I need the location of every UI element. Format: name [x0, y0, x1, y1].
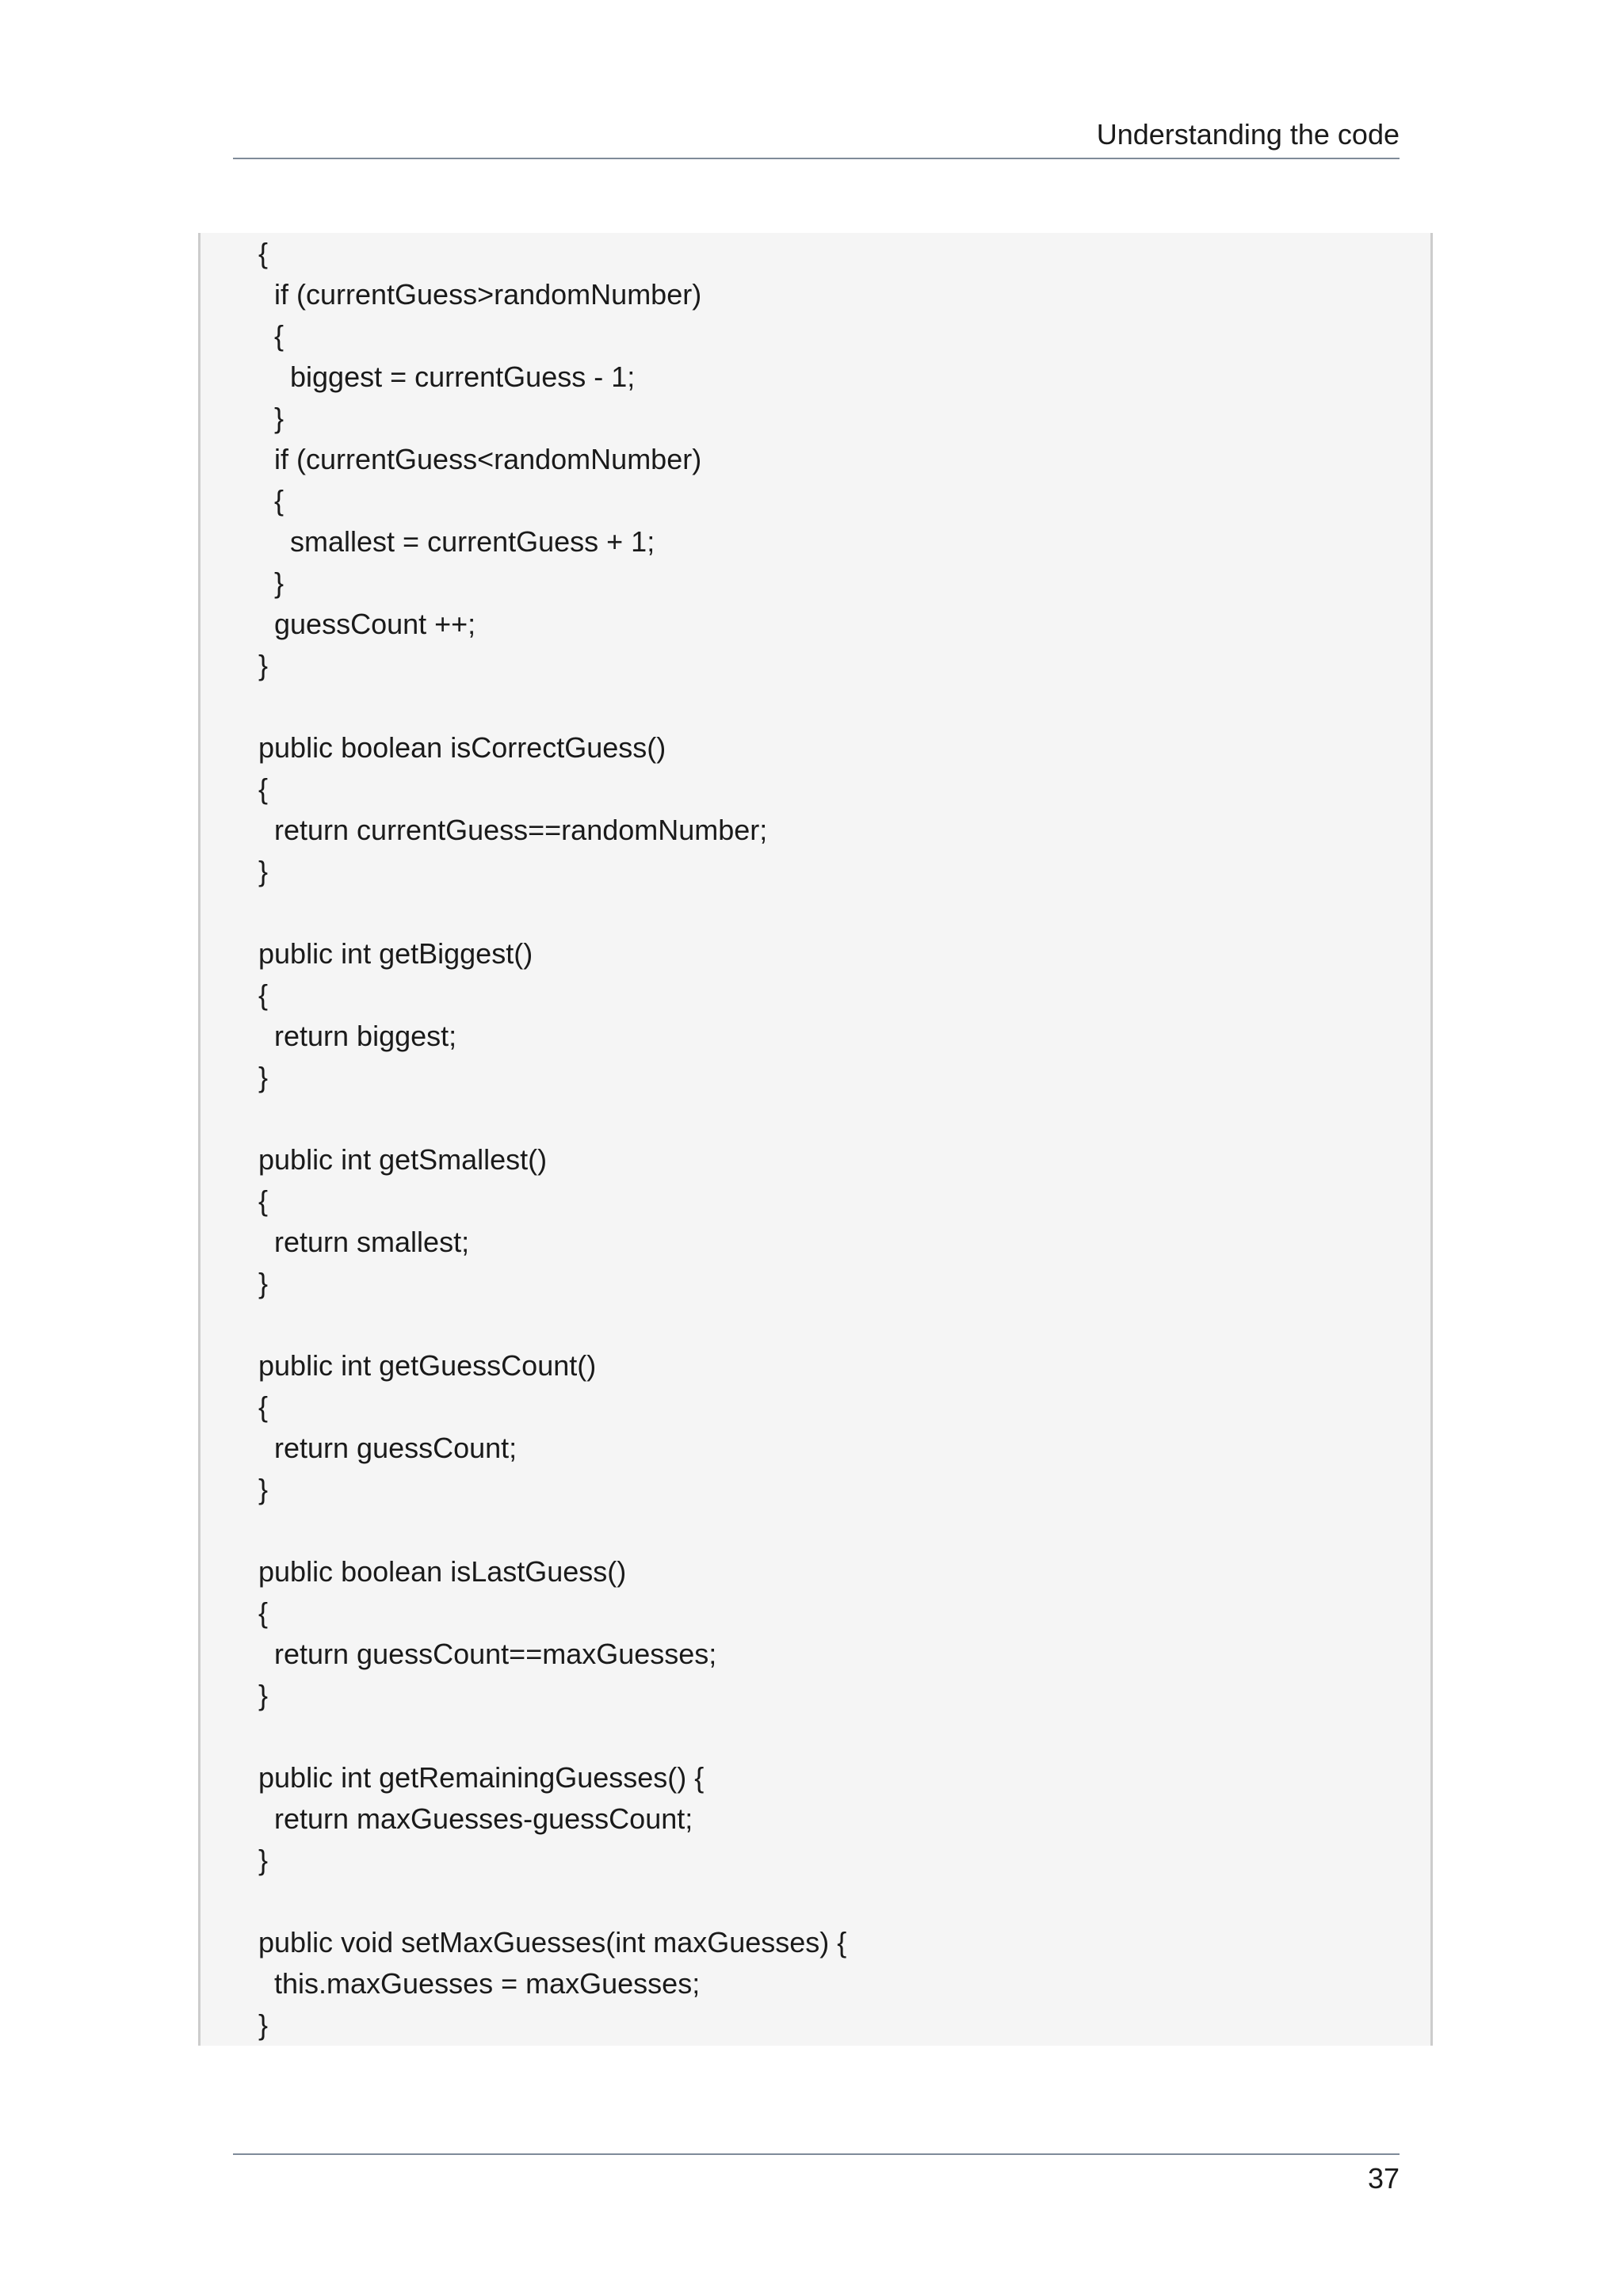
code-line: }	[258, 1473, 269, 1505]
code-line: biggest = currentGuess - 1;	[258, 360, 636, 393]
code-line: {	[258, 772, 269, 805]
code-line: return biggest;	[258, 1020, 457, 1052]
code-line: public int getRemainingGuesses() {	[258, 1761, 705, 1794]
code-line	[258, 1716, 846, 1757]
code-line: }	[258, 855, 269, 887]
code-line: public int getBiggest()	[258, 937, 533, 970]
running-header: Understanding the code	[1096, 118, 1400, 151]
code-line: public int getSmallest()	[258, 1143, 548, 1176]
code-line	[258, 892, 846, 933]
code-line: smallest = currentGuess + 1;	[258, 525, 655, 558]
code-line: guessCount ++;	[258, 608, 476, 640]
code-line: {	[258, 484, 285, 517]
code-line: }	[258, 1679, 269, 1711]
code-line	[258, 1510, 846, 1551]
code-listing	[198, 233, 1433, 2046]
code-line: public void setMaxGuesses(int maxGuesses) {	[258, 1926, 847, 1958]
code-line: return guessCount;	[258, 1432, 517, 1464]
code-lines	[258, 233, 846, 2046]
header-divider	[233, 158, 1400, 159]
code-line: {	[258, 237, 269, 269]
code-line	[258, 1098, 846, 1139]
code-line: {	[258, 319, 285, 352]
code-line	[258, 1304, 846, 1345]
page-number: 37	[1367, 2162, 1400, 2195]
code-line	[258, 1881, 846, 1922]
code-line: return smallest;	[258, 1226, 470, 1258]
code-line: {	[258, 1184, 269, 1217]
code-line: }	[258, 2008, 269, 2041]
code-line: public int getGuessCount()	[258, 1349, 597, 1382]
code-line: return currentGuess==randomNumber;	[258, 814, 768, 846]
code-line: public boolean isCorrectGuess()	[258, 731, 666, 764]
footer-divider	[233, 2153, 1400, 2155]
code-line: return maxGuesses-guessCount;	[258, 1802, 693, 1835]
code-line: {	[258, 1390, 269, 1423]
code-line: this.maxGuesses = maxGuesses;	[258, 1967, 701, 2000]
code-line: }	[258, 1267, 269, 1299]
code-line: return guessCount==maxGuesses;	[258, 1638, 717, 1670]
code-line: {	[258, 978, 269, 1011]
code-line: {	[258, 1596, 269, 1629]
code-line: if (currentGuess>randomNumber)	[258, 278, 702, 311]
code-line: if (currentGuess<randomNumber)	[258, 443, 702, 475]
code-line: }	[258, 649, 269, 681]
code-line	[258, 686, 846, 727]
code-line: public boolean isLastGuess()	[258, 1555, 627, 1588]
code-line: }	[258, 566, 285, 599]
code-line: }	[258, 1061, 269, 1093]
code-line: }	[258, 1844, 269, 1876]
code-line: }	[258, 402, 285, 434]
